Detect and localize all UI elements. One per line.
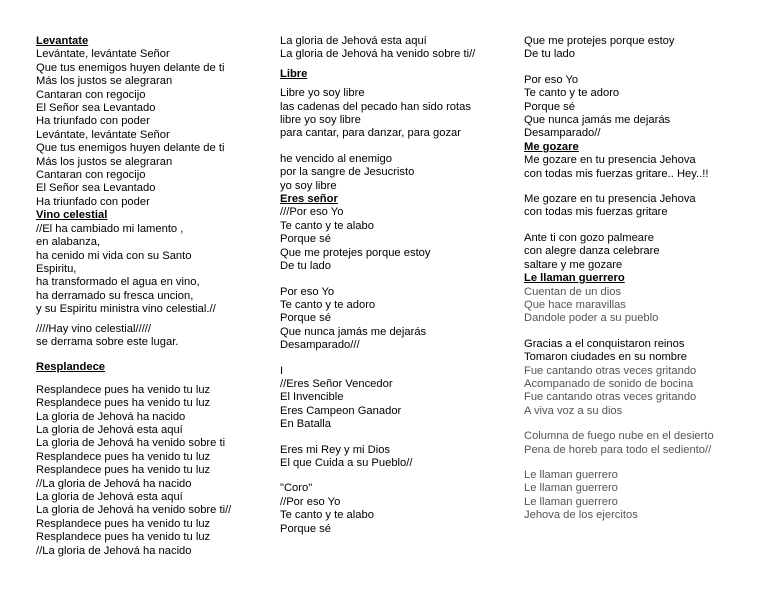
lyric-line: con todas mis fuerzas gritare bbox=[524, 206, 668, 219]
lyric-line: La gloria de Jehová ha venido sobre ti bbox=[36, 437, 226, 450]
lyric-line: Resplandece pues ha venido tu luz bbox=[36, 517, 211, 530]
lyric-line: y su Espiritu ministra vino celestial.// bbox=[36, 303, 216, 316]
lyric-line: Acompanado de sonido de bocina bbox=[524, 377, 694, 390]
lyric-line: Columna de fuego nube en el desierto bbox=[524, 430, 714, 443]
lyric-line: I bbox=[280, 364, 284, 377]
lyric-line: Cantaran con regocijo bbox=[36, 169, 146, 182]
lyric-line: Libre yo soy libre bbox=[280, 87, 365, 100]
song-libre bbox=[280, 68, 510, 193]
lyric-line: saltare y me gozare bbox=[524, 258, 623, 271]
lyric-line: Más los justos se alegraran bbox=[36, 75, 173, 88]
lyric-line: De tu lado bbox=[280, 260, 331, 273]
lyric-line: para cantar, para danzar, para gozar bbox=[280, 127, 461, 140]
lyric-line: Que nunca jamás me dejarás bbox=[524, 114, 671, 127]
lyric-line: La gloria de Jehová esta aquí bbox=[36, 491, 183, 503]
lyric-line: ha cenido mi vida con su Santo bbox=[36, 249, 192, 262]
song-title-eres-senor: Eres señor bbox=[280, 193, 338, 206]
lyric-line: Jehova de los ejercitos bbox=[524, 509, 638, 522]
lyric-line: La gloria de Jehová ha nacido bbox=[36, 410, 186, 423]
lyric-line: Porque sé bbox=[524, 100, 575, 113]
lyric-line: Desamparado/// bbox=[280, 339, 360, 352]
lyric-line: Le llaman guerrero bbox=[524, 482, 618, 495]
lyric-line: las cadenas del pecado han sido rotas bbox=[280, 100, 471, 113]
lyric-line: Que me protejes porque estoy bbox=[524, 35, 675, 47]
song-vino-celestial bbox=[36, 209, 266, 349]
lyric-line: con alegre danza celebrare bbox=[524, 245, 660, 258]
lyric-line: Le llaman guerrero bbox=[524, 495, 618, 508]
lyric-line: Te canto y te adoro bbox=[524, 87, 620, 100]
lyric-line: Fue cantando otras veces gritando bbox=[524, 364, 697, 377]
lyric-line: Pena de horeb para todo el sediento// bbox=[524, 443, 712, 456]
lyric-line: Resplandece pues ha venido tu luz bbox=[36, 383, 211, 396]
lyric-line: Cantaran con regocijo bbox=[36, 88, 146, 101]
lyric-line: A viva voz a su dios bbox=[524, 404, 623, 417]
lyric-line: en alabanza, bbox=[36, 236, 101, 249]
lyric-line: ha derramado su fresca uncion, bbox=[36, 289, 194, 302]
lyric-line: El Señor sea Levantado bbox=[36, 182, 156, 195]
lyric-line: Que nunca jamás me dejarás bbox=[280, 325, 427, 338]
lyric-line: con todas mis fuerzas gritare.. Hey..!! bbox=[524, 167, 709, 180]
lyric-line: Levántate, levántate Señor bbox=[36, 48, 170, 61]
song-levantate bbox=[36, 35, 266, 209]
lyric-line: Que tus enemigos huyen delante de ti bbox=[36, 142, 225, 155]
lyric-line: Levántate, levántate Señor bbox=[36, 128, 170, 141]
lyric-line: Me gozare en tu presencia Jehova bbox=[524, 154, 696, 167]
lyric-line: Resplandece pues ha venido tu luz bbox=[36, 450, 211, 463]
lyric-line: Fue cantando otras veces gritando bbox=[524, 391, 697, 404]
song-title-vino-celestial: Vino celestial bbox=[36, 209, 108, 222]
lyric-line: Ante ti con gozo palmeare bbox=[524, 231, 654, 244]
lyric-line: Que hace maravillas bbox=[524, 298, 626, 311]
lyric-line: //Eres Señor Vencedor bbox=[280, 377, 393, 390]
lyric-line: Desamparado// bbox=[524, 127, 601, 140]
lyric-line: por la sangre de Jesucristo bbox=[280, 166, 415, 179]
lyric-line: El Invencible bbox=[280, 391, 344, 404]
lyric-line: El que Cuida a su Pueblo// bbox=[280, 456, 413, 469]
column-3 bbox=[524, 35, 760, 523]
lyric-line: he vencido al enemigo bbox=[280, 152, 392, 165]
lyric-line: Por eso Yo bbox=[524, 73, 579, 86]
lyric-line: Por eso Yo bbox=[280, 285, 335, 298]
lyric-line: La gloria de Jehová ha venido sobre ti// bbox=[36, 504, 232, 517]
lyric-line: libre yo soy libre bbox=[280, 114, 361, 127]
lyric-line: Te canto y te alabo bbox=[280, 509, 374, 522]
lyric-line: Tomaron ciudades en su nombre bbox=[524, 351, 687, 364]
column-2 bbox=[280, 35, 510, 536]
song-me-gozare bbox=[524, 141, 760, 272]
column-1 bbox=[36, 35, 266, 558]
lyric-line: //La gloria de Jehová ha nacido bbox=[36, 544, 192, 557]
lyric-line: se derrama sobre este lugar. bbox=[36, 335, 179, 348]
lyric-line: Resplandece pues ha venido tu luz bbox=[36, 464, 211, 477]
lyric-line: Que tus enemigos huyen delante de ti bbox=[36, 61, 225, 74]
lyric-line: ///Por eso Yo bbox=[280, 206, 344, 219]
song-resplandece bbox=[36, 361, 266, 558]
lyric-line: Te canto y te adoro bbox=[280, 298, 376, 311]
lyric-line: La gloria de Jehová esta aquí bbox=[36, 423, 183, 436]
song-eres-senor bbox=[280, 193, 510, 536]
lyric-line: La gloria de Jehová ha venido sobre ti// bbox=[280, 48, 476, 61]
lyric-line: yo soy libre bbox=[280, 179, 337, 192]
song-title-me-gozare: Me gozare bbox=[524, 140, 579, 153]
lyric-line: Le llaman guerrero bbox=[524, 468, 618, 481]
lyric-line: Eres Campeon Ganador bbox=[280, 404, 402, 417]
lyric-line: "Coro" bbox=[280, 482, 313, 495]
lyric-line: Que me protejes porque estoy bbox=[280, 246, 431, 259]
song-title-le-llaman-guerrero: Le llaman guerrero bbox=[524, 272, 625, 285]
lyric-line: //El ha cambiado mi lamento , bbox=[36, 222, 184, 235]
lyric-line: Ha triunfado con poder bbox=[36, 115, 150, 128]
lyric-line: La gloria de Jehová esta aquí bbox=[280, 35, 427, 47]
lyric-line: Porque sé bbox=[280, 312, 331, 325]
song-title-resplandece: Resplandece bbox=[36, 361, 106, 374]
lyric-line: Porque sé bbox=[280, 233, 331, 246]
lyric-line: De tu lado bbox=[524, 48, 575, 61]
lyric-line: //La gloria de Jehová ha nacido bbox=[36, 477, 192, 490]
lyric-line: Dandole poder a su pueblo bbox=[524, 312, 659, 325]
song-title-libre: Libre bbox=[280, 67, 308, 80]
lyric-line: Más los justos se alegraran bbox=[36, 155, 173, 168]
lyric-line: ha transformado el agua en vino, bbox=[36, 276, 200, 289]
lyric-line: Espiritu, bbox=[36, 262, 77, 275]
lyric-line: El Señor sea Levantado bbox=[36, 102, 156, 115]
lyric-line: Resplandece pues ha venido tu luz bbox=[36, 397, 211, 410]
lyric-line: Resplandece pues ha venido tu luz bbox=[36, 531, 211, 544]
lyric-line: En Batalla bbox=[280, 418, 331, 431]
song-le-llaman-guerrero bbox=[524, 272, 760, 523]
lyric-line: Porque sé bbox=[280, 522, 331, 535]
lyric-line: ////Hay vino celestial///// bbox=[36, 322, 152, 335]
lyric-line: Te canto y te alabo bbox=[280, 219, 374, 232]
lyric-line: Gracias a el conquistaron reinos bbox=[524, 337, 685, 350]
lyric-line: Me gozare en tu presencia Jehova bbox=[524, 193, 696, 206]
song-title-levantate: Levantate bbox=[36, 35, 89, 47]
lyric-line: Cuentan de un dios bbox=[524, 285, 622, 298]
lyric-line: //Por eso Yo bbox=[280, 495, 341, 508]
lyric-line: Ha triunfado con poder bbox=[36, 195, 150, 208]
lyric-line: Eres mi Rey y mi Dios bbox=[280, 443, 391, 456]
